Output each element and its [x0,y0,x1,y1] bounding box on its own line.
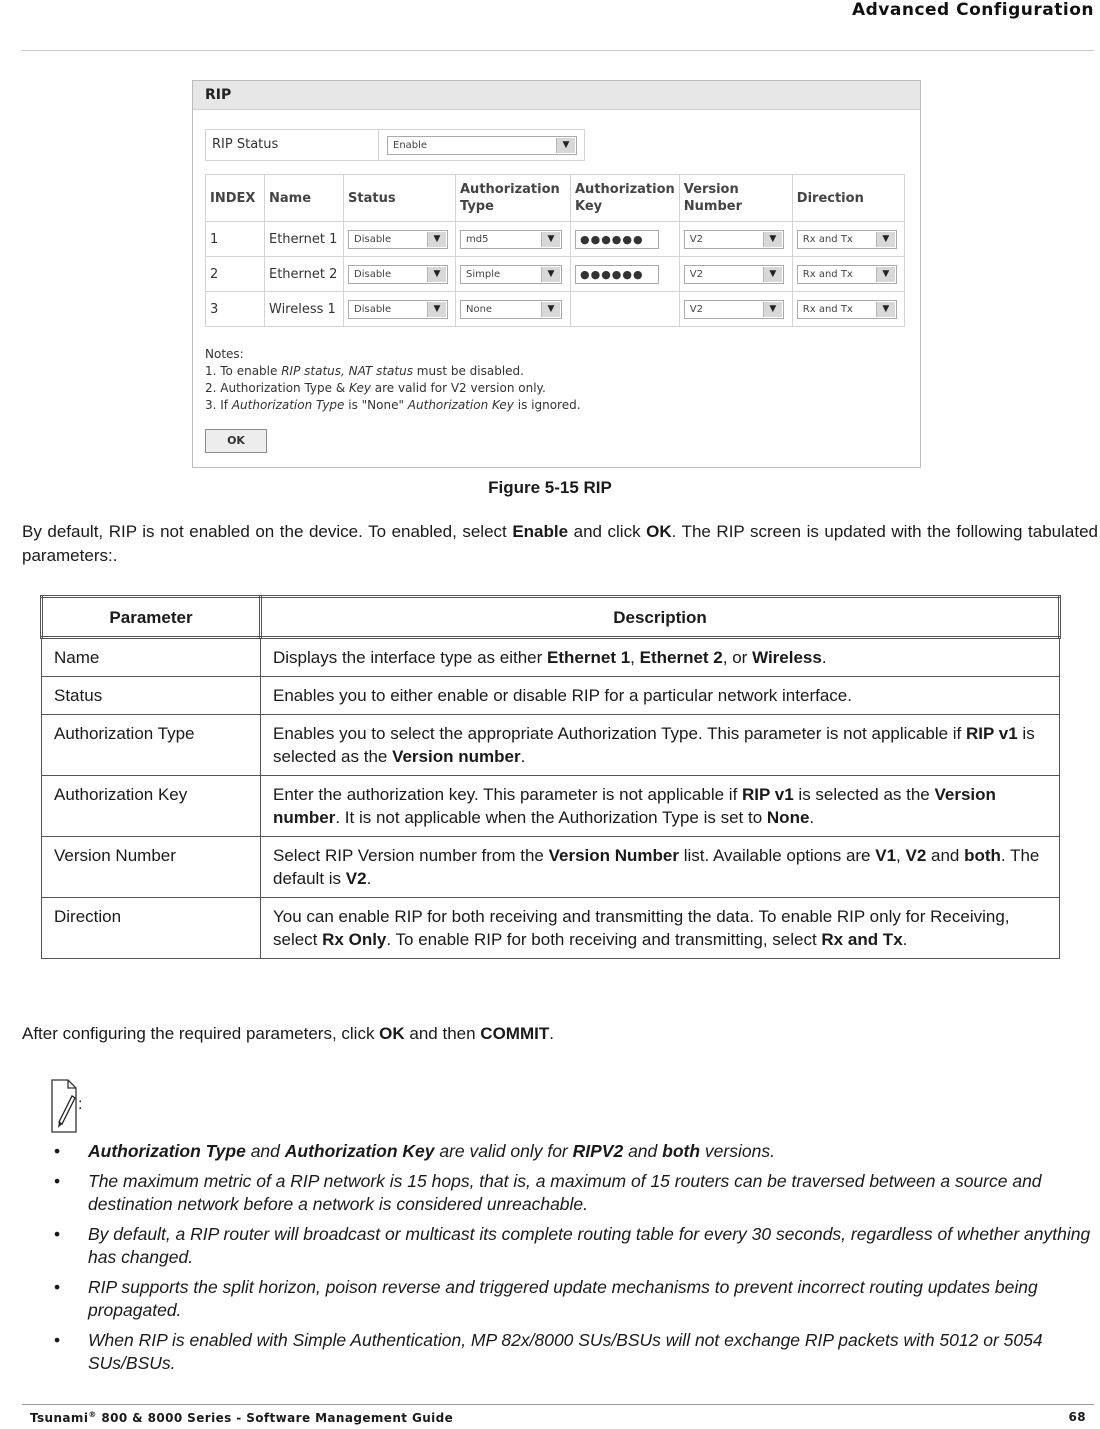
table-row [42,837,1060,898]
status-select[interactable] [348,300,448,319]
row-name: Ethernet 2 [265,257,344,292]
parameter-table [40,595,1061,959]
param-name: Name [42,638,261,677]
status-select[interactable] [348,230,448,249]
note-emph: Authorization Key [407,398,514,412]
chevron-down-icon: ▼ [876,302,895,317]
param-name: Authorization Type [42,715,261,776]
chevron-down-icon: ▼ [763,302,782,317]
page-number: 68 [1068,1410,1086,1424]
text: . It is not applicable when the Authorization Type is set to [335,808,767,827]
rip-status-row [205,129,585,161]
table-row [42,715,1060,776]
table-row [42,776,1060,837]
notes-title: Notes: [205,347,244,361]
direction-select[interactable] [797,230,897,249]
chevron-down-icon: ▼ [541,302,560,317]
text: is selected as the [273,724,1035,766]
col-parameter: Parameter [42,597,261,638]
page-header-title: Advanced Configuration [851,0,1094,20]
text: and click [568,522,647,541]
chevron-down-icon: ▼ [556,138,575,153]
chevron-down-icon: ▼ [763,267,782,282]
chevron-down-icon: ▼ [876,267,895,282]
auth-type-select[interactable] [460,300,562,319]
col-name: Name [265,175,344,222]
text: list. Available options are [678,846,876,865]
text-bold: Rx Only [322,930,387,949]
param-description [261,898,1060,959]
col-direction: Direction [792,175,904,222]
note-emph: Authorization Type [231,398,345,412]
text-bold: RIPV2 [572,1141,624,1161]
status-value: Disable [354,233,392,245]
text: , [630,648,640,667]
text: , [896,846,906,865]
note-text: 1. To enable [205,364,282,378]
direction-value: Rx and Tx [802,233,853,245]
auth-key-input[interactable]: ●●●●●● [575,265,659,284]
registered-mark: ® [88,1410,97,1419]
col-description: Description [261,597,1060,638]
table-row [206,222,905,257]
row-name: Ethernet 1 [265,222,344,257]
status-value: Disable [354,303,392,315]
table-row [206,292,905,327]
bullet: • [54,1141,61,1161]
rip-status-select[interactable] [387,136,577,155]
footer-brand: Tsunami [30,1411,89,1425]
text-bold: Authorization Key [284,1141,435,1161]
list-item [54,1276,1098,1322]
direction-value: Rx and Tx [802,303,853,315]
auth-type-value: Simple [466,268,501,280]
text-bold: Ethernet 2 [639,648,723,667]
note-list [54,1140,1098,1382]
row-index: 1 [206,222,265,257]
text: is selected as the [793,785,935,804]
note-line-3 [205,397,581,414]
param-name: Status [42,677,261,715]
text: Select RIP Version number from the [273,846,549,865]
text-bold: Ethernet 1 [547,648,631,667]
text: . [549,1024,554,1043]
col-index: INDEX [206,175,265,222]
chevron-down-icon: ▼ [427,267,446,282]
footer-title [30,1410,453,1428]
auth-type-value: md5 [466,233,489,245]
bullet: • [54,1224,61,1244]
text-bold: OK [379,1024,405,1043]
version-select[interactable] [684,300,784,319]
row-index: 2 [206,257,265,292]
figure-caption: Figure 5-15 RIP [488,478,612,497]
auth-type-value: None [466,303,493,315]
version-value: V2 [689,268,703,280]
note-emph: RIP status, NAT status [281,364,413,378]
col-status: Status [344,175,456,222]
text: . [520,747,526,766]
text-bold: both [964,846,1001,865]
auth-type-select[interactable] [460,265,562,284]
text-bold: RIP v1 [742,785,794,804]
text-bold: Rx and Tx [821,930,903,949]
text: . [821,648,827,667]
col-auth-type: Authorization Type [456,175,571,222]
text: and [245,1141,285,1161]
auth-type-select[interactable] [460,230,562,249]
list-item [54,1170,1098,1216]
footer-divider [22,1404,1094,1405]
table-row [42,677,1060,715]
note-text: must be disabled. [412,364,524,378]
page-footer [30,1410,1086,1428]
list-item [54,1329,1098,1375]
param-description [261,715,1060,776]
direction-value: Rx and Tx [802,268,853,280]
status-select[interactable] [348,265,448,284]
text: versions. [700,1141,775,1161]
param-name: Version Number [42,837,261,898]
text-bold: Authorization Type [88,1141,246,1161]
param-description [261,638,1060,677]
note-text: 2. Authorization Type & [205,381,349,395]
text-bold: Version Number [548,846,679,865]
text: , or [722,648,753,667]
text: . To enable RIP for both receiving and transmitting, select [386,930,822,949]
text-bold: V2 [345,869,367,888]
text-bold: Version number [392,747,521,766]
footer-title-rest: 800 & 8000 Series - Software Management Guide [96,1411,454,1425]
text: After configuring the required parameters, click [22,1024,380,1043]
param-description: Enables you to either enable or disable RIP for a particular network interface. [261,677,1060,715]
text-bold: Enable [512,522,569,541]
note-text: 3. If [205,398,232,412]
ok-button[interactable]: OK [205,429,267,453]
text: By default, RIP is not enabled on the device. To enabled, select [22,522,513,541]
row-index: 3 [206,292,265,327]
note-line-1 [205,363,581,380]
text: Enables you to select the appropriate Authorization Type. This parameter is not applicable if [273,724,967,743]
text: By default, a RIP router will broadcast or multicast its complete routing table for every 30 seconds, regardless of whether anything has changed. [88,1224,1091,1267]
text: . The RIP screen is updated with the following tabulated parameters:. [22,522,1099,565]
text-bold: None [766,808,810,827]
chevron-down-icon: ▼ [763,232,782,247]
param-name: Direction [42,898,261,959]
text-bold: V1 [875,846,897,865]
note-colon: : [78,1096,83,1113]
col-auth-key: Authorization Key [571,175,680,222]
note-pencil-icon [50,1078,78,1134]
rip-status-label: RIP Status [206,130,379,160]
version-value: V2 [689,233,703,245]
bullet: • [54,1330,61,1350]
chevron-down-icon: ▼ [427,232,446,247]
text: When RIP is enabled with Simple Authentication, MP 82x/8000 SUs/BSUs will not exchange RIP packets with 5012 or 5054 SUs/BSUs. [88,1330,1043,1373]
text: Displays the interface type as either [273,648,548,667]
col-version: Version Number [679,175,792,222]
text: and [926,846,965,865]
direction-select[interactable] [797,265,897,284]
table-row [42,898,1060,959]
text: . [366,869,372,888]
table-header-row [206,175,905,222]
row-name: Wireless 1 [265,292,344,327]
text: and [623,1141,663,1161]
chevron-down-icon: ▼ [541,267,560,282]
bullet: • [54,1277,61,1297]
text: RIP supports the split horizon, poison reverse and triggered update mechanisms to prevent incorrect routing updates being propagated. [88,1277,1038,1320]
version-select[interactable] [684,265,784,284]
text-bold: OK [646,522,672,541]
text-bold: RIP v1 [966,724,1018,743]
version-value: V2 [689,303,703,315]
param-description [261,837,1060,898]
note-line-2 [205,380,581,397]
bullet: • [54,1171,61,1191]
rip-panel-title: RIP [193,81,920,110]
text: . [809,808,815,827]
header-divider [22,50,1094,51]
param-name: Authorization Key [42,776,261,837]
list-item [54,1223,1098,1269]
text: . The default is [273,846,1040,888]
rip-status-value: Enable [393,139,428,151]
note-emph: Key [349,381,371,395]
note-text: are valid for V2 version only. [370,381,546,395]
chevron-down-icon: ▼ [427,302,446,317]
version-select[interactable] [684,230,784,249]
rip-panel [192,80,921,468]
text: . [902,930,908,949]
text: The maximum metric of a RIP network is 15 hops, that is, a maximum of 15 routers can be traversed between a source and destination network before a network is considered unreachable. [88,1171,1042,1214]
text-bold: COMMIT [480,1024,550,1043]
status-value: Disable [354,268,392,280]
param-description [261,776,1060,837]
list-item [54,1140,1098,1163]
after-paragraph [22,1022,1098,1046]
rip-interface-table [205,174,905,327]
table-row [42,638,1060,677]
text-bold: Wireless [752,648,822,667]
text: are valid only for [434,1141,573,1161]
chevron-down-icon: ▼ [876,232,895,247]
direction-select[interactable] [797,300,897,319]
text: You can enable RIP for both receiving and transmitting the data. To enable RIP only for Receiving, select [273,907,1010,949]
auth-key-empty [571,292,680,327]
text: Enter the authorization key. This parameter is not applicable if [273,785,743,804]
chevron-down-icon: ▼ [541,232,560,247]
intro-paragraph [22,520,1098,568]
note-text: is "None" [344,398,408,412]
auth-key-input[interactable]: ●●●●●● [575,230,659,249]
note-text: is ignored. [513,398,581,412]
text-bold: V2 [905,846,927,865]
text-bold: both [662,1141,701,1161]
text: and then [404,1024,481,1043]
figure-notes [205,346,581,414]
text-bold: Version number [273,785,996,827]
table-row [206,257,905,292]
table-header-row [42,597,1060,638]
